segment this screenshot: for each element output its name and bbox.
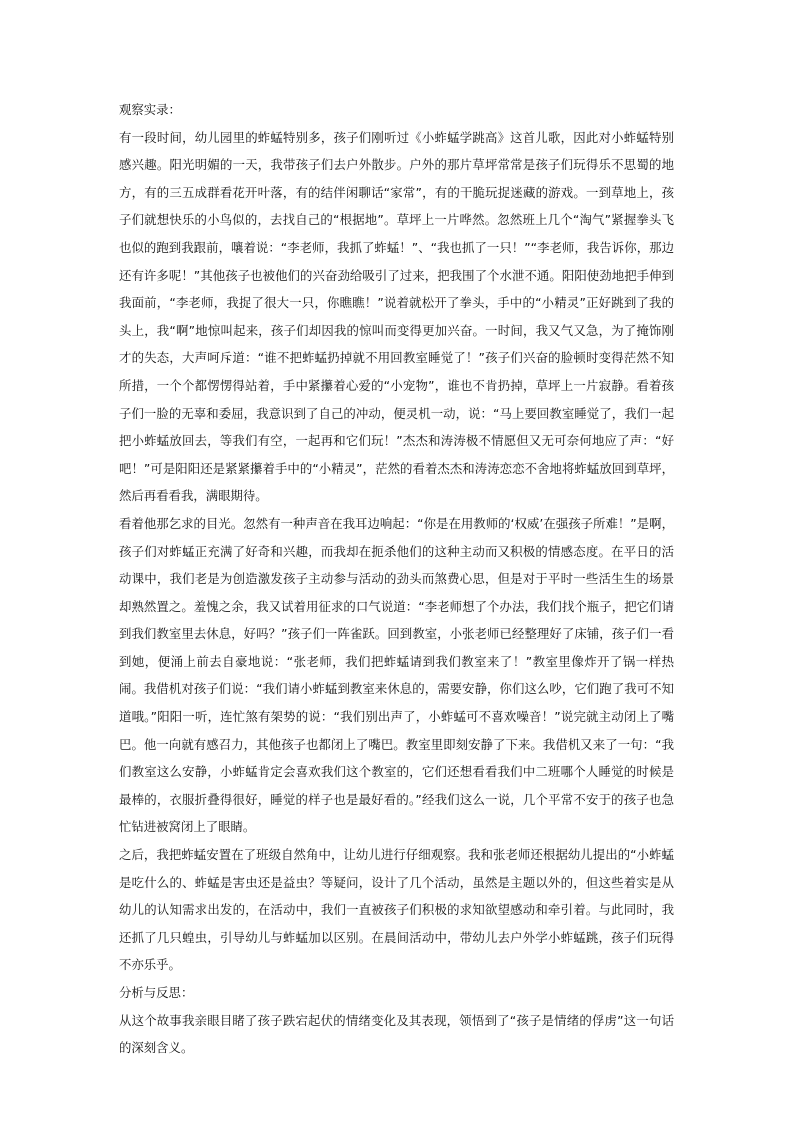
document-page	[119, 96, 674, 1062]
analysis-paragraph: 从这个故事我亲眼目睹了孩子跌宕起伏的情绪变化及其表现，领悟到了“孩子是情绪的俘虏”这一句话的深刻含义。	[119, 1012, 674, 1056]
observation-paragraph-2: 看着他那乞求的目光。忽然有一种声音在我耳边响起：“你是在用教师的‘权威’在强孩子所难！”是啊，孩子们对蚱蜢正充满了好奇和兴趣，而我却在扼杀他们的这种主动而又积极的情感态度。在平日的活动课中，我们老是为创造激发孩子主动参与活动的劲头而煞费心思，但是对于平时一些活生生的场景却熟然置之。羞愧之余，我又试着用征求的口气说道：“李老师想了个办法，我们找个瓶子，把它们请到我们教室里去休息，好吗？”孩子们一阵雀跃。回到教室，小张老师已经整理好了床铺，孩子们一看到她，便涌上前去自豪地说：“张老师，我们把蚱蜢请到我们教室来了！”教室里像炸开了锅一样热闹。我借机对孩子们说：“我们请小蚱蜢到教室来休息的，需要安静，你们这么吵，它们跑了我可不知道哦。”阳阳一听，连忙煞有架势的说：“我们别出声了，小蚱蜢可不喜欢噪音！”说完就主动闭上了嘴巴。他一向就有感召力，其他孩子也都闭上了嘴巴。教室里即刻安静了下来。我借机又来了一句：“我们教室这么安静，小蚱蜢肯定会喜欢我们这个教室的，它们还想看看我们中二班哪个人睡觉的时候是最棒的，衣服折叠得很好，睡觉的样子也是最好看的。”经我们这么一说，几个平常不安于的孩子也急忙钻进被窝闭上了眼睛。	[119, 515, 674, 835]
observation-heading: 观察实录：	[119, 102, 181, 117]
observation-paragraph-1: 有一段时间，幼儿园里的蚱蜢特别多，孩子们刚听过《小蚱蜢学跳高》这首儿歌，因此对小蚱蜢特别感兴趣。阳光明媚的一天，我带孩子们去户外散步。户外的那片草坪常常是孩子们玩得乐不思蜀的地方，有的三五成群看花开叶落，有的结伴闲聊话“家常”，有的干脆玩捉迷藏的游戏。一到草地上，孩子们就想快乐的小鸟似的，去找自己的“根据地”。草坪上一片哗然。忽然班上几个“淘气”紧握拳头飞也似的跑到我跟前，嚷着说：“李老师，我抓了蚱蜢！”、“我也抓了一只！”“李老师，我告诉你，那边还有许多呢！”其他孩子也被他们的兴奋劲给吸引了过来，把我围了个水泄不通。阳阳使劲地把手伸到我面前，“李老师，我捉了很大一只，你瞧瞧！”说着就松开了拳头，手中的“小精灵”正好跳到了我的头上，我“啊”地惊叫起来，孩子们却因我的惊叫而变得更加兴奋。一时间，我又气又急，为了掩饰刚才的失态，大声呵斥道：“谁不把蚱蜢扔掉就不用回教室睡觉了！”孩子们兴奋的脸顿时变得茫然不知所措，一个个都愣愣得站着，手中紧攥着心爱的“小宠物”，谁也不肯扔掉，草坪上一片寂静。看着孩子们一脸的无辜和委屈，我意识到了自己的冲动，便灵机一动，说：“马上要回教室睡觉了，我们一起把小蚱蜢放回去，等我们有空，一起再和它们玩！”杰杰和涛涛极不情愿但又无可奈何地应了声：“好吧！”可是阳阳还是紧紧攥着手中的“小精灵”，茫然的看着杰杰和涛涛恋恋不舍地将蚱蜢放回到草坪，然后再看看我，满眼期待。	[119, 129, 674, 504]
analysis-heading: 分析与反思：	[119, 985, 194, 1000]
observation-paragraph-3: 之后，我把蚱蜢安置在了班级自然角中，让幼儿进行仔细观察。我和张老师还根据幼儿提出的“小蚱蜢是吃什么的、蚱蜢是害虫还是益虫？等疑问，设计了几个活动，虽然是主题以外的，但这些着实是从幼儿的认知需求出发的，在活动中，我们一直被孩子们积极的求知欲望感动和牵引着。与此同时，我还抓了几只蝗虫，引导幼儿与蚱蜢加以区别。在晨间活动中，带幼儿去户外学小蚱蜢跳，孩子们玩得不亦乐乎。	[119, 847, 674, 973]
